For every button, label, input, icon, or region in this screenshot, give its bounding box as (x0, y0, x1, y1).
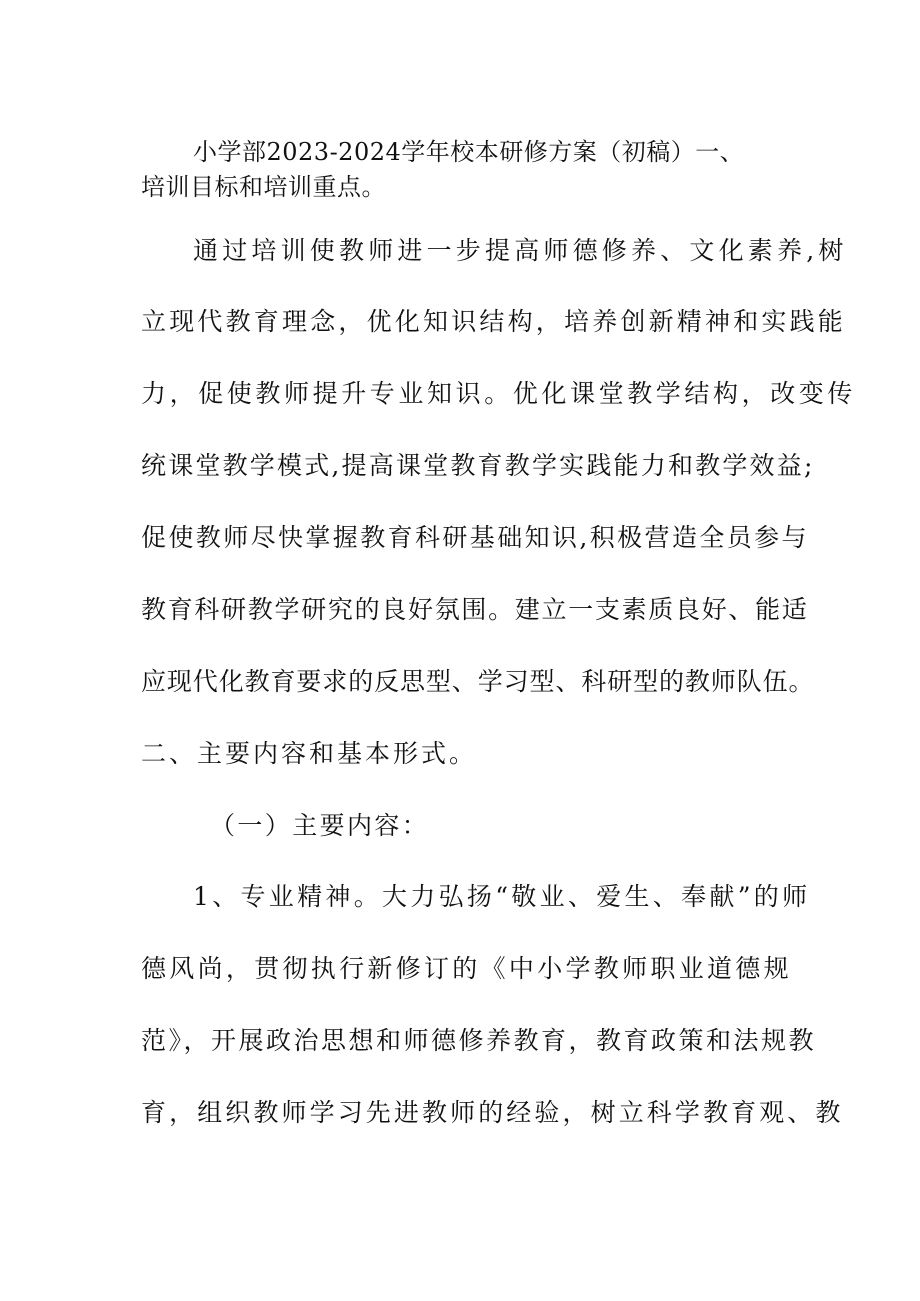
paragraph-line: 应现代化教育要求的反思型、学习型、科研型的教师队伍。 (141, 667, 815, 696)
subsection-heading: （一）主要内容： (210, 811, 430, 840)
paragraph-line: 教育科研教学研究的良好氛围。建立一支素质良好、能适 (141, 595, 809, 624)
paragraph-line: 力，促使教师提升专业知识。优化课堂教学结构，改变传 (141, 379, 857, 408)
paragraph-line: 德风尚，贯彻执行新修订的《中小学教师职业道德规 (141, 954, 792, 983)
paragraph-line: 育，组织教师学习先进教师的经验，树立科学教育观、教 (141, 1098, 844, 1127)
paragraph-line: 1、专业精神。大力弘扬“敬业、爱生、奉献”的师 (193, 882, 811, 911)
paragraph-line: 统课堂教学模式,提高课堂教育教学实践能力和教学效益; (141, 451, 815, 480)
document-title-line-1: 小学部2023-2024学年校本研修方案（初稿）一、 (193, 138, 745, 166)
paragraph-line: 通过培训使教师进一步提高师德修养、文化素养,树 (193, 236, 848, 265)
paragraph-line: 范》，开展政治思想和师德修养教育，教育政策和法规教 (141, 1026, 817, 1055)
paragraph-line: 促使教师尽快掌握教育科研基础知识,积极营造全员参与 (141, 523, 809, 552)
section-heading: 二、主要内容和基本形式。 (141, 739, 478, 768)
paragraph-line: 立现代教育理念，优化知识结构，培养创新精神和实践能 (141, 307, 847, 336)
document-title-line-2: 培训目标和培训重点。 (141, 173, 386, 201)
